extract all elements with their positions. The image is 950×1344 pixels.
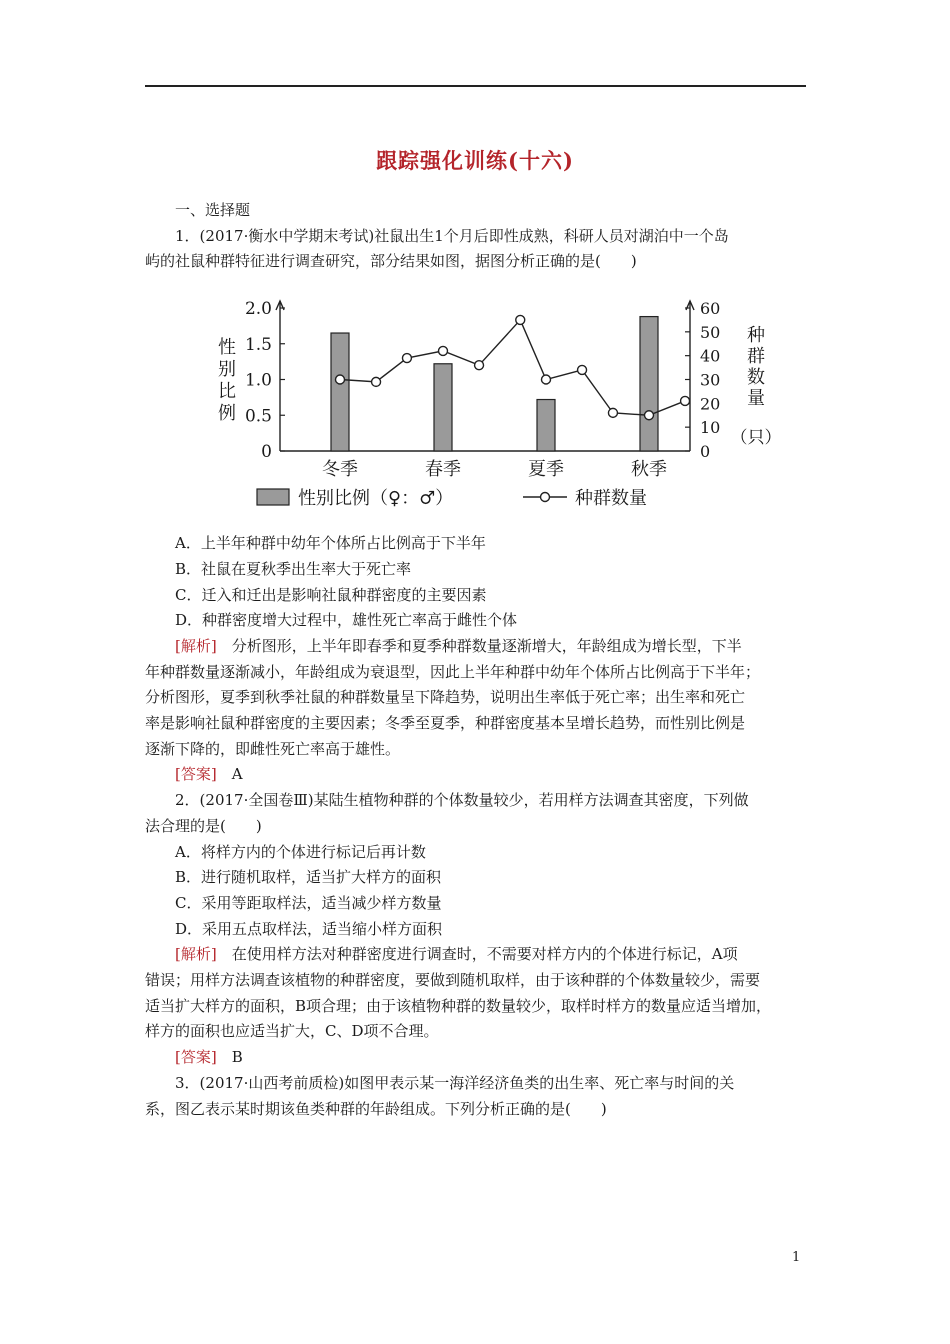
left-axis-label-char: 别 xyxy=(218,359,236,381)
population-point xyxy=(516,316,525,325)
population-point xyxy=(336,375,345,384)
population-point xyxy=(402,354,411,363)
sex-ratio-bar xyxy=(640,317,658,451)
section-heading: 一、选择题 xyxy=(175,201,251,219)
x-tick-label: 春季 xyxy=(425,459,461,481)
right-tick-label: 10 xyxy=(700,418,721,438)
legend-line-marker xyxy=(541,493,550,502)
right-tick-label: 20 xyxy=(700,394,721,414)
right-tick-label: 50 xyxy=(700,322,721,342)
population-point xyxy=(372,377,381,386)
population-point xyxy=(542,375,551,384)
q1-option-a: A．上半年种群中幼年个体所占比例高于下半年 xyxy=(175,534,486,553)
q1-analysis-line-5: 逐渐下降的，即雌性死亡率高于雄性。 xyxy=(145,739,401,758)
right-tick-label: 40 xyxy=(700,346,721,366)
x-tick-label: 冬季 xyxy=(322,459,358,481)
q2-option-d: D．采用五点取样法，适当缩小样方面积 xyxy=(175,919,443,938)
left-tick-label: 2.0 xyxy=(244,299,272,320)
answer-tag: [答案] xyxy=(175,765,217,784)
right-axis-label-char: 种 xyxy=(747,325,765,347)
q2-stem-line-1: 2．(2017·全国卷Ⅲ)某陆生植物种群的个体数量较少，若用样方法调查其密度，下列做 xyxy=(175,791,749,810)
q2-analysis-line-1 xyxy=(145,942,809,968)
q1-option-d: D．种群密度增大过程中，雄性死亡率高于雌性个体 xyxy=(175,611,518,630)
answer-value: B xyxy=(231,1048,243,1067)
population-point xyxy=(439,347,448,356)
q1-option-b: B．社鼠在夏秋季出生率大于死亡率 xyxy=(175,559,412,578)
left-tick-label: 1.5 xyxy=(244,334,272,355)
x-tick-label: 夏季 xyxy=(528,459,564,481)
right-tick-label: 60 xyxy=(700,299,721,319)
left-axis-label-char: 例 xyxy=(218,403,236,425)
population-point xyxy=(681,397,690,406)
q1-answer xyxy=(145,762,809,788)
left-tick-label: 1.0 xyxy=(244,370,272,391)
chart-svg xyxy=(145,283,809,521)
population-point xyxy=(645,411,654,420)
analysis-text: 在使用样方法对种群密度进行调查时，不需要对样方内的个体进行标记，A项 xyxy=(231,945,738,964)
left-axis-label-char: 性 xyxy=(218,337,236,359)
population-point xyxy=(475,361,484,370)
x-tick-label: 秋季 xyxy=(631,459,667,481)
analysis-tag: [解析] xyxy=(175,636,217,655)
q1-analysis-line-3: 分析图形，夏季到秋季社鼠的种群数量呈下降趋势，说明出生率低于死亡率；出生率和死亡 xyxy=(145,688,746,707)
right-axis-unit: （只） xyxy=(730,428,782,449)
q1-analysis-line-1 xyxy=(145,634,809,660)
q3-stem-line-2: 系，图乙表示某时期该鱼类种群的年龄组成。下列分析正确的是( ) xyxy=(145,1099,607,1118)
legend-bar-swatch xyxy=(257,489,289,505)
page-title: 跟踪强化训练(十六) xyxy=(376,148,574,173)
right-tick-label: 0 xyxy=(700,442,711,462)
q2-option-b: B．进行随机取样，适当扩大样方的面积 xyxy=(175,868,442,887)
q2-answer xyxy=(145,1045,809,1071)
left-axis-label-char: 比 xyxy=(218,381,236,403)
right-axis-label-char: 群 xyxy=(747,346,765,368)
q2-analysis-line-2: 错误；用样方法调查该植物的种群密度，要做到随机取样，由于该种群的个体数量较少，需要 xyxy=(145,971,761,990)
q2-option-c: C．采用等距取样法，适当减少样方数量 xyxy=(175,893,442,912)
q2-stem-line-2: 法合理的是( ) xyxy=(145,816,262,835)
answer-tag: [答案] xyxy=(175,1048,217,1067)
q1-analysis-line-4: 率是影响社鼠种群密度的主要因素；冬季至夏季，种群密度基本呈增长趋势，而性别比例是 xyxy=(145,714,746,733)
legend-bar-label: 性别比例（♀：♂） xyxy=(298,488,454,510)
sex-ratio-bar xyxy=(434,364,452,451)
right-axis-label-char: 量 xyxy=(747,388,765,410)
population-line xyxy=(340,320,685,415)
q2-option-a: A．将样方内的个体进行标记后再计数 xyxy=(175,842,426,861)
population-point xyxy=(578,366,587,375)
sex-ratio-bar xyxy=(331,333,349,451)
q1-chart xyxy=(145,283,809,521)
document-body xyxy=(145,198,809,1122)
q1-stem-line-2: 屿的社鼠种群特征进行调查研究，部分结果如图，据图分析正确的是( ) xyxy=(145,252,637,271)
sex-ratio-bar xyxy=(537,400,555,451)
q1-option-c: C．迁入和迁出是影响社鼠种群密度的主要因素 xyxy=(175,585,487,604)
page-number: 1 xyxy=(792,1250,801,1265)
q2-analysis-line-4: 样方的面积也应适当扩大，C、D项不合理。 xyxy=(145,1022,439,1041)
q3-stem-line-1: 3．(2017·山西考前质检)如图甲表示某一海洋经济鱼类的出生率、死亡率与时间的关 xyxy=(175,1073,735,1092)
q1-stem-line-1: 1．(2017·衡水中学期末考试)社鼠出生1个月后即性成熟，科研人员对湖泊中一个岛 xyxy=(175,226,729,245)
q1-analysis-line-2: 年种群数量逐渐减小，年龄组成为衰退型，因此上半年种群中幼年个体所占比例高于下半年； xyxy=(145,662,761,681)
analysis-tag: [解析] xyxy=(175,945,217,964)
legend-line-label: 种群数量 xyxy=(575,488,647,510)
right-tick-label: 30 xyxy=(700,370,721,390)
answer-value: A xyxy=(231,765,243,784)
q2-analysis-line-3: 适当扩大样方的面积，B项合理；由于该植物种群的数量较少，取样时样方的数量应适当增加， xyxy=(145,996,772,1015)
analysis-text: 分析图形，上半年即春季和夏季种群数量逐渐增大，年龄组成为增长型，下半 xyxy=(231,636,742,655)
population-point xyxy=(608,408,617,417)
right-axis-label-char: 数 xyxy=(747,367,765,389)
header-rule xyxy=(145,85,806,87)
left-tick-label: 0.5 xyxy=(244,406,272,427)
left-tick-label: 0 xyxy=(261,442,272,463)
